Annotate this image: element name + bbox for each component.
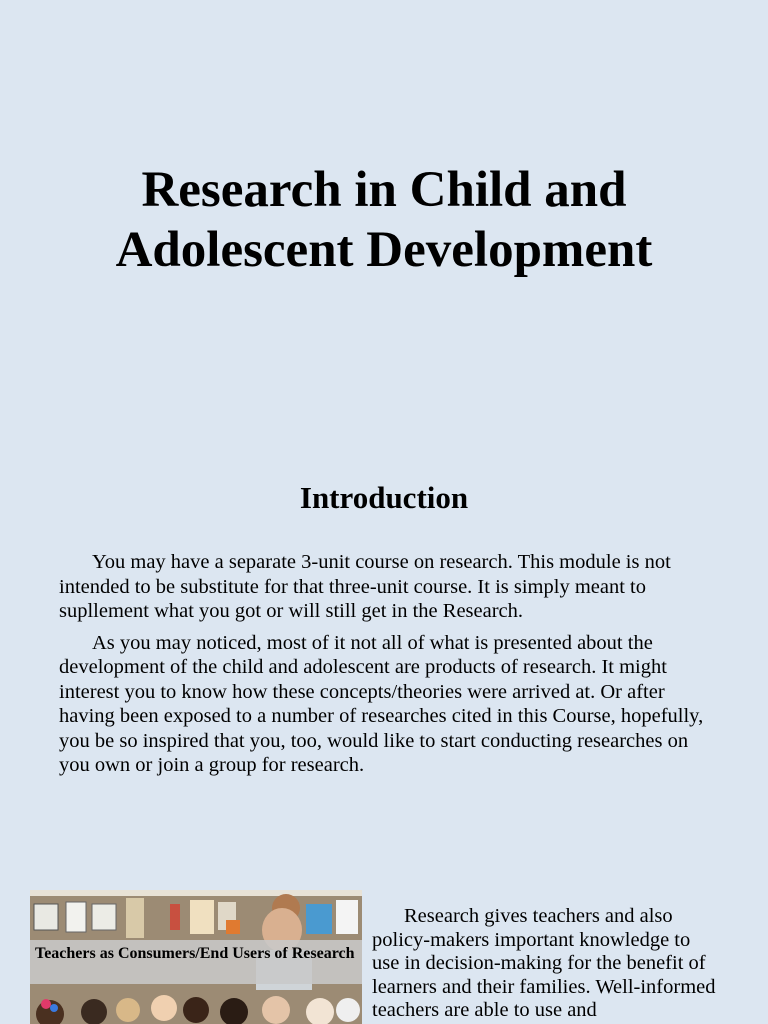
intro-paragraph-1: You may have a separate 3-unit course on research. This module is not intended to be substitute for that three-unit course. It is simply meant to supllement what you got or will still get in the Research. <box>59 551 671 622</box>
intro-paragraph-2: As you may noticed, most of it not all of what is presented about the development of the child and adolescent are products of research. It might interest you to know how these concepts/theories were arrived at. Or after having been exposed to a number of researches cited in this Course, hopefully, you be so inspired that you, too, would like to start conducting researches on you own or join a group for research. <box>59 631 704 776</box>
image-caption: Teachers as Consumers/End Users of Research <box>30 940 362 984</box>
introduction-body <box>59 550 719 785</box>
page-title <box>0 160 768 280</box>
title-line-1: Research in Child and <box>141 162 627 218</box>
title-line-2: Adolescent Development <box>115 222 653 278</box>
section2-paragraph: Research gives teachers and also policy-makers important knowledge to use in decision-making for the benefit of learners and their families. Well-informed teachers are able to use and <box>372 905 716 1021</box>
classroom-photo <box>30 890 362 1024</box>
section-heading-introduction: Introduction <box>299 480 469 515</box>
